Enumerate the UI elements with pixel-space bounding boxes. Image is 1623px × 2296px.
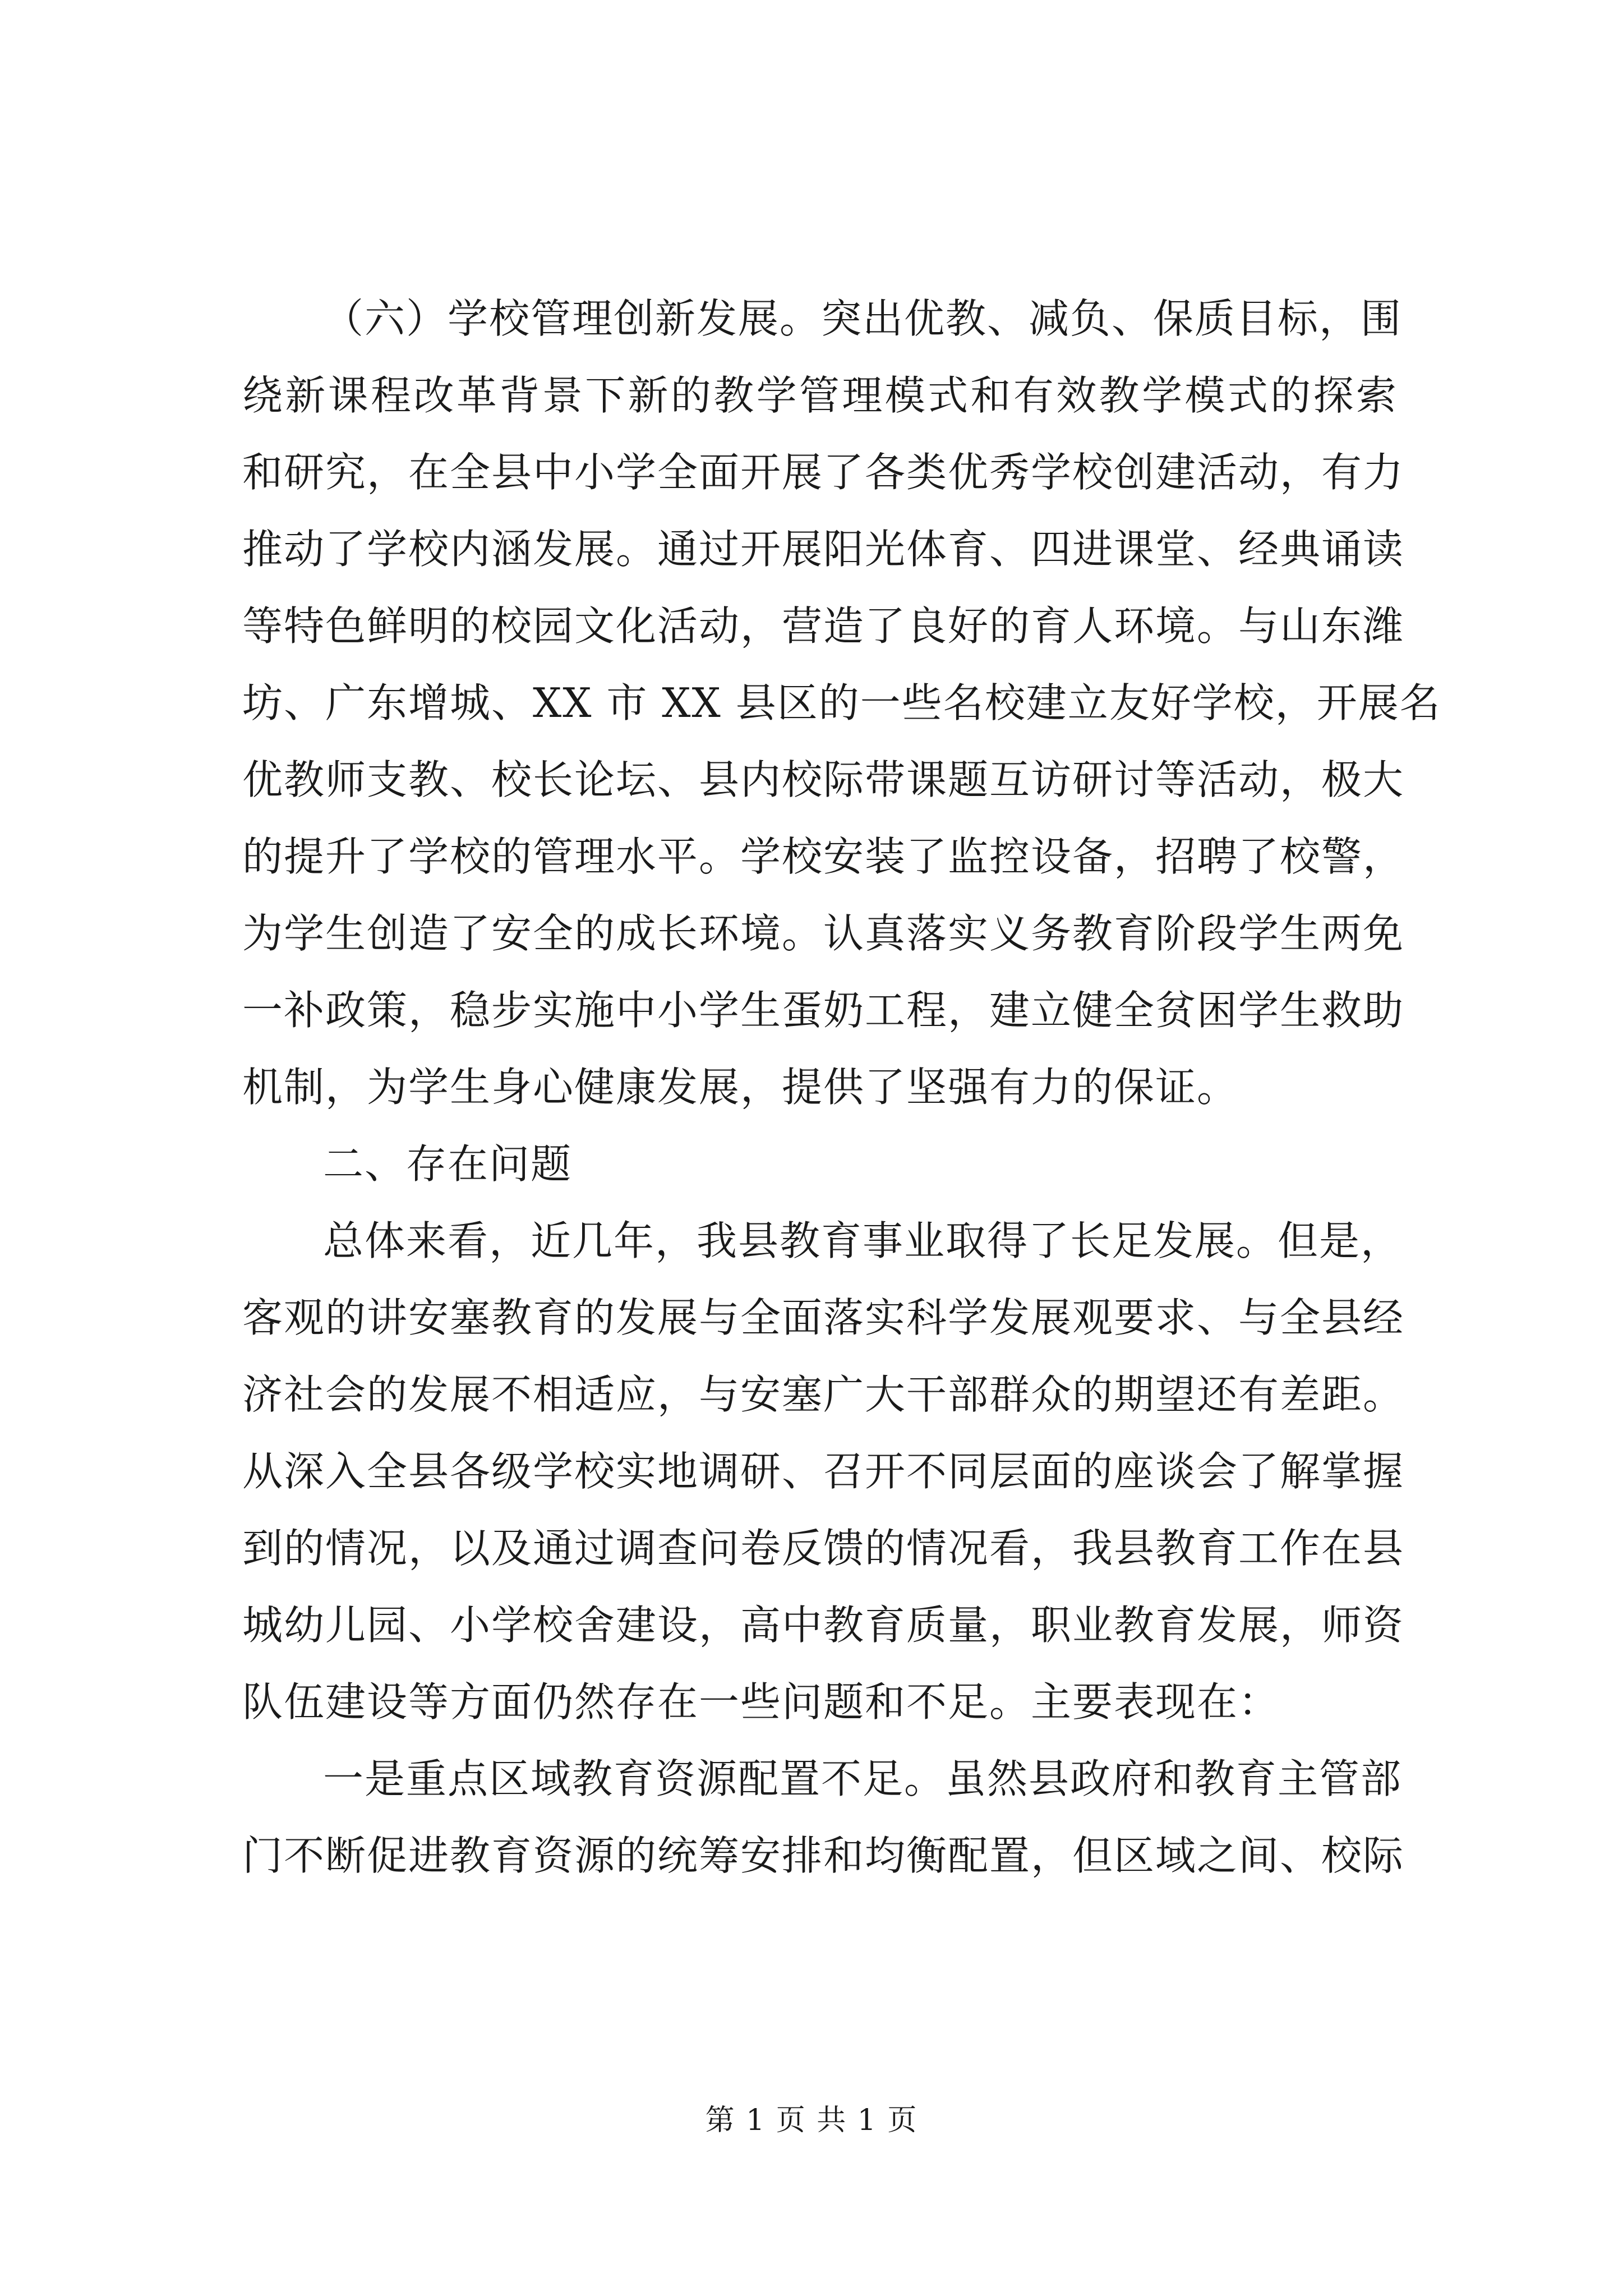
paragraph-school-management-line-6: 坊、广东增城、XX 市 XX 县区的一些名校建立友好学校，开展名	[242, 679, 1441, 726]
paragraph-overview-line-2: 客观的讲安塞教育的发展与全面落实科学发展观要求、与全县经	[242, 1294, 1405, 1341]
paragraph-overview-line-1: 总体来看，近几年，我县教育事业取得了长足发展。但是，	[323, 1217, 1403, 1264]
paragraph-school-management-line-1: （六）学校管理创新发展。突出优教、减负、保质目标，围	[323, 295, 1403, 342]
paragraph-resource-allocation-line-2: 门不断促进教育资源的统筹安排和均衡配置，但区域之间、校际	[242, 1832, 1405, 1879]
paragraph-overview-line-4: 从深入全县各级学校实地调研、召开不同层面的座谈会了解掌握	[242, 1448, 1405, 1495]
paragraph-overview-line-6: 城幼儿园、小学校舍建设，高中教育质量，职业教育发展，师资	[242, 1602, 1405, 1649]
paragraph-school-management-line-8: 的提升了学校的管理水平。学校安装了监控设备，招聘了校警，	[242, 833, 1405, 880]
paragraph-overview-line-7: 队伍建设等方面仍然存在一些问题和不足。主要表现在：	[242, 1678, 1280, 1726]
paragraph-resource-allocation-line-1: 一是重点区域教育资源配置不足。虽然县政府和教育主管部	[323, 1755, 1403, 1802]
document-body	[242, 280, 1441, 1894]
page-number-footer: 第 1 页 共 1 页	[705, 2104, 918, 2137]
paragraph-overview-line-3: 济社会的发展不相适应，与安塞广大干部群众的期望还有差距。	[242, 1371, 1405, 1418]
paragraph-school-management-line-5: 等特色鲜明的校园文化活动，营造了良好的育人环境。与山东潍	[242, 602, 1405, 650]
paragraph-overview-line-5: 到的情况，以及通过调查问卷反馈的情况看，我县教育工作在县	[242, 1525, 1405, 1572]
paragraph-school-management-line-7: 优教师支教、校长论坛、县内校际带课题互访研讨等活动，极大	[242, 756, 1405, 803]
paragraph-school-management-line-10: 一补政策，稳步实施中小学生蛋奶工程，建立健全贫困学生救助	[242, 987, 1405, 1034]
paragraph-school-management-line-11: 机制，为学生身心健康发展，提供了坚强有力的保证。	[242, 1064, 1239, 1111]
paragraph-school-management-line-2: 绕新课程改革背景下新的教学管理模式和有效教学模式的探索	[242, 372, 1398, 419]
paragraph-school-management-line-9: 为学生创造了安全的成长环境。认真落实义务教育阶段学生两免	[242, 910, 1405, 957]
paragraph-school-management-line-3: 和研究，在全县中小学全面开展了各类优秀学校创建活动，有力	[242, 449, 1405, 496]
section-heading-existing-problems: 二、存在问题	[323, 1140, 573, 1188]
paragraph-school-management-line-4: 推动了学校内涵发展。通过开展阳光体育、四进课堂、经典诵读	[242, 526, 1405, 573]
